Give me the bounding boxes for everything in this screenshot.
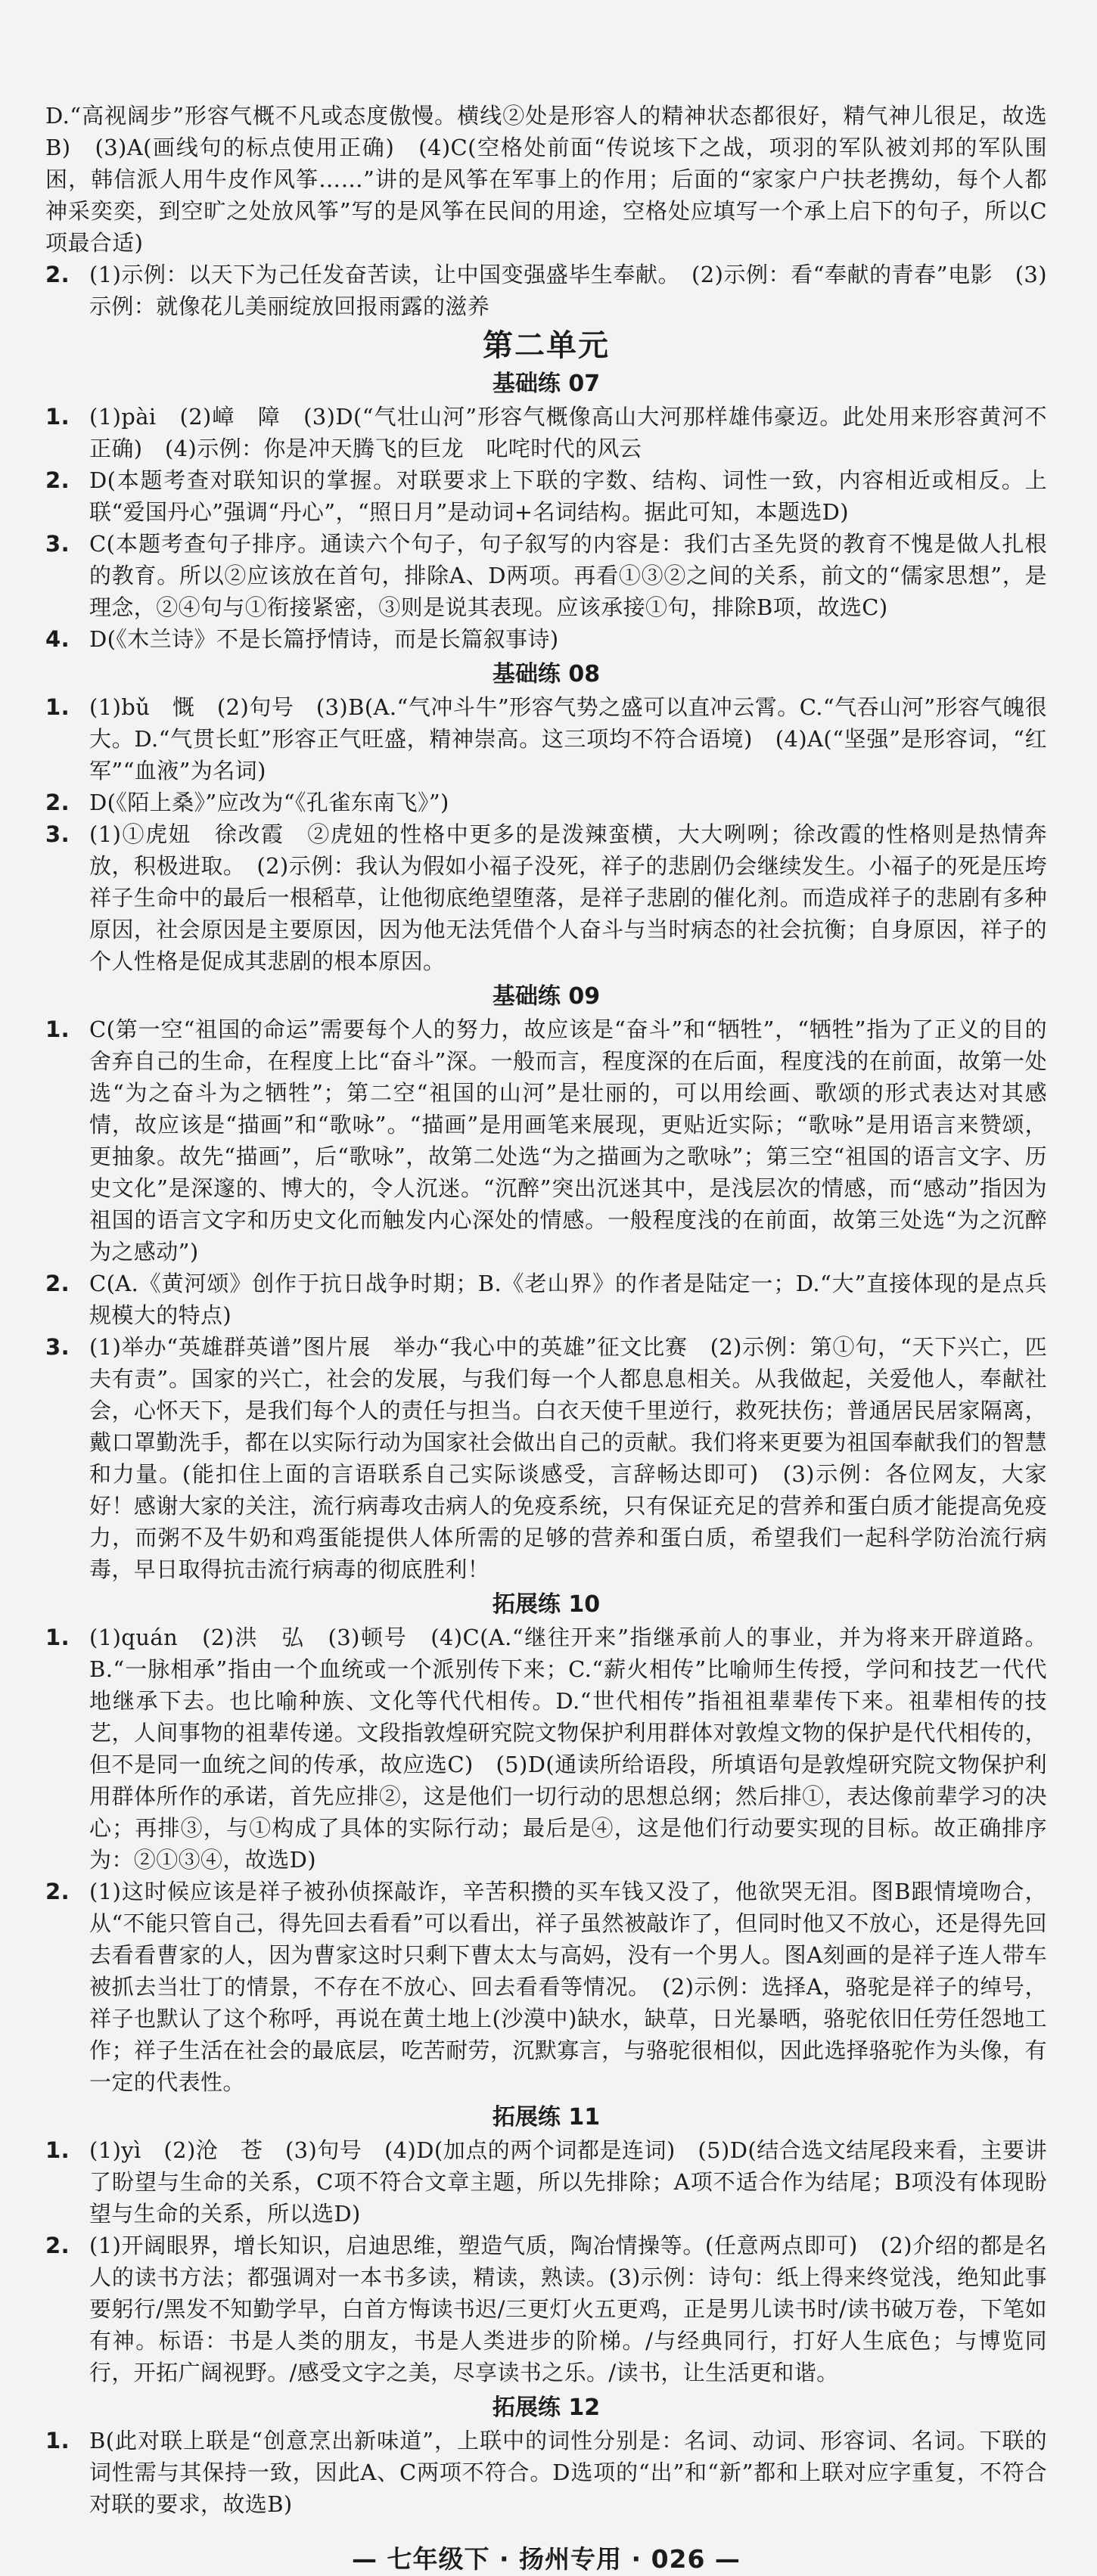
- question-number: 2.: [45, 2233, 70, 2258]
- question-item: [45, 1268, 1047, 1331]
- section-title: 基础练 09: [492, 983, 601, 1010]
- question-item: [45, 464, 1047, 528]
- question-number: 1.: [45, 1016, 70, 1042]
- question-text: C(本题考查句子排序。通读六个句子，句子叙写的内容是：我们古圣先贤的教育不愧是做人扎根的教育。所以②应该放在首句，排除A、D两项。再看①③②之间的关系，前文的“儒家思想”，是理念，②④句与①衔接紧密，③则是说其表现。应该承接①句，排除B项，故选C): [89, 531, 1047, 620]
- question-number: 1.: [45, 2137, 70, 2163]
- intro-continuation: D.“高视阔步”形容气概不凡或态度傲慢。横线②处是形容人的精神状态都很好，精气神儿很足，故选B) (3)A(画线句的标点使用正确) (4)C(空格处前面“传说垓下之战，项羽的军队被刘邦的军队围困，韩信派人用牛皮作风筝……”讲的是风筝在军事上的作用；后面的“家家户户扶老携幼，每个人都神采奕奕，到空旷之处放风筝”写的是风筝在民间的用途，空格处应填写一个承上启下的句子，所以C项最合适): [45, 103, 1047, 256]
- question-text: (1)bǔ 慨 (2)句号 (3)B(A.“气冲斗牛”形容气势之盛可以直冲云霄。C.“气吞山河”形容气魄很大。D.“气贯长虹”形容正气旺盛，精神崇高。这三项均不符合语境) (4)A(“坚强”是形容词，“红军”“血液”为名词): [89, 694, 1047, 784]
- question-number: 1.: [45, 404, 70, 430]
- section-title: 基础练 08: [492, 661, 601, 687]
- question-item: [45, 2230, 1047, 2388]
- question-item: [45, 2425, 1047, 2520]
- question-item: [45, 818, 1047, 977]
- question-number: 1.: [45, 1625, 70, 1650]
- question-text: (1)pài (2)嶂 障 (3)D(“气壮山河”形容气概像高山大河那样雄伟豪迈。此处用来形容黄河不正确) (4)示例：你是冲天腾飞的巨龙 叱咤时代的风云: [89, 404, 1047, 461]
- question-number: 2.: [45, 1271, 70, 1296]
- section-title: 基础练 07: [492, 371, 601, 397]
- question-text: C(A.《黄河颂》创作于抗日战争时期；B.《老山界》的作者是陆定一；D.“大”直接体现的是点兵规模大的特点): [89, 1271, 1047, 1328]
- question-text: (1)这时候应该是祥子被孙侦探敲诈，辛苦积攒的买车钱又没了，他欲哭无泪。图B跟情境吻合，从“不能只管自己，得先回去看看”可以看出，祥子虽然被敲诈了，但同时他又不放心，还是得先回去看看曹家的人，因为曹家这时只剩下曹太太与高妈，没有一个男人。图A刻画的是祥子连人带车被抓去当壮丁的情景，不存在不放心、回去看看等情况。 (2)示例：选择A，骆驼是祥子的绰号，祥子也默认了这个称呼，再说在黄土地上(沙漠中)缺水，缺草，日光暴晒，骆驼依旧任劳任怨地工作；祥子生活在社会的最底层，吃苦耐劳，沉默寡言，与骆驼很相似，因此选择骆驼作为头像，有一定的代表性。: [89, 1879, 1047, 2095]
- question-item: [45, 401, 1047, 464]
- question-text: C(第一空“祖国的命运”需要每个人的努力，故应该是“奋斗”和“牺牲”，“牺牲”指为了正义的目的舍弃自己的生命，在程度上比“奋斗”深。一般而言，程度深的在后面，程度浅的在前面，故第一处选“为之奋斗为之牺牲”；第二空“祖国的山河”是壮丽的，可以用绘画、歌颂的形式表达对其感情，故应该是“描画”和“歌咏”。“描画”是用画笔来展现，更贴近实际；“歌咏”是用语言来赞颂，更抽象。故先“描画”，后“歌咏”，故第二处选“为之描画为之歌咏”；第三空“祖国的语言文字、历史文化”是深邃的、博大的，令人沉迷。“沉醉”突出沉迷其中，是浅层次的情感，而“感动”指因为祖国的语言文字和历史文化而触发内心深处的情感。一般程度浅的在前面，故第三处选“为之沉醉为之感动”): [89, 1016, 1047, 1265]
- question-number: 2.: [45, 262, 70, 287]
- section-title: 拓展练 12: [492, 2394, 601, 2421]
- question-item: [45, 1622, 1047, 1876]
- question-text: (1)举办“英雄群英谱”图片展 举办“我心中的英雄”征文比赛 (2)示例：第①句，“天下兴亡，匹夫有责”。国家的兴亡，社会的发展，与我们每一个人都息息相关。从我做起，关爱他人，奉献社会，心怀天下，是我们每个人的责任与担当。白衣天使千里逆行，救死扶伤；普通居民居家隔离，戴口罩勤洗手，都在以实际行动为国家社会做出自己的贡献。我们将来更要为祖国奉献我们的智慧和力量。(能扣住上面的言语联系自己实际谈感受，言辞畅达即可) (3)示例：各位网友，大家好！感谢大家的关注，流行病毒攻击病人的免疫系统，只有保证充足的营养和蛋白质才能提高免疫力，而粥不及牛奶和鸡蛋能提供人体所需的足够的营养和蛋白质，希望我们一起科学防治流行病毒，早日取得抗击流行病毒的彻底胜利！: [89, 1334, 1047, 1582]
- question-number: 2.: [45, 790, 70, 815]
- question-number: 1.: [45, 2428, 70, 2453]
- question-text: (1)开阔眼界，增长知识，启迪思维，塑造气质，陶冶情操等。(任意两点即可) (2)介绍的都是名人的读书方法；都强调对一本书多读，精读，熟读。(3)示例：诗句：纸上得来终觉浅，绝知此事要躬行/黑发不知勤学早，白首方悔读书迟/三更灯火五更鸡，正是男儿读书时/读书破万卷，下笔如有神。标语：书是人类的朋友，书是人类进步的阶梯。/与经典同行，打好人生底色；与博览同行，开拓广阔视野。/感受文字之美，尽享读书之乐。/读书，让生活更和谐。: [89, 2233, 1047, 2385]
- question-text: B(此对联上联是“创意烹出新味道”，上联中的词性分别是：名词、动词、形容词、名词。下联的词性需与其保持一致，因此A、C两项不符合。D选项的“出”和“新”都和上联对应字重复，不符合对联的要求，故选B): [89, 2428, 1047, 2517]
- unit-title: 第二单元: [483, 328, 610, 363]
- section-title: 拓展练 11: [492, 2104, 601, 2131]
- question-text: D(《木兰诗》不是长篇抒情诗，而是长篇叙事诗): [89, 626, 559, 652]
- question-item: [45, 623, 1047, 655]
- question-text: (1)yì (2)沧 苍 (3)句号 (4)D(加点的两个词都是连词) (5)D(结合选文结尾段来看，主要讲了盼望与生命的关系，C项不符合文章主题，所以先排除；A项不适合作为结尾；B项没有体现盼望与生命的关系，所以选D): [89, 2137, 1047, 2227]
- question-item: [45, 1013, 1047, 1268]
- question-item: [45, 1876, 1047, 2098]
- question-number: 3.: [45, 1334, 70, 1360]
- question-text: D(《陌上桑》”应改为“《孔雀东南飞》”): [89, 790, 449, 815]
- question-item: [45, 2134, 1047, 2230]
- question-item: [45, 1331, 1047, 1585]
- question-number: 3.: [45, 821, 70, 847]
- question-text: (1)①虎妞 徐改霞 ②虎妞的性格中更多的是泼辣蛮横，大大咧咧；徐改霞的性格则是热情奔放，积极进取。 (2)示例：我认为假如小福子没死，祥子的悲剧仍会继续发生。小福子的死是压垮祥子生命中的最后一根稻草，让他彻底绝望堕落，是祥子悲剧的催化剂。而造成祥子的悲剧有多种原因，社会原因是主要原因，因为他无法凭借个人奋斗与当时病态的社会抗衡；自身原因，祥子的个人性格是促成其悲剧的根本原因。: [89, 821, 1047, 974]
- question-item: [45, 528, 1047, 623]
- page-footer: — 七年级下 · 扬州专用 · 026 —: [352, 2544, 741, 2574]
- question-number: 2.: [45, 1879, 70, 1904]
- question-number: 2.: [45, 467, 70, 493]
- section-title: 拓展练 10: [492, 1591, 601, 1618]
- question-number: 3.: [45, 531, 70, 557]
- intro-question-2: [45, 259, 1047, 322]
- question-number: 1.: [45, 694, 70, 720]
- question-number: 4.: [45, 626, 70, 652]
- question-text: (1)示例：以天下为己任发奋苦读，让中国变强盛毕生奉献。 (2)示例：看“奉献的青春”电影 (3)示例：就像花儿美丽绽放回报雨露的滋养: [89, 262, 1047, 319]
- question-text: (1)quán (2)洪 弘 (3)顿号 (4)C(A.“继往开来”指继承前人的事业，并为将来开辟道路。B.“一脉相承”指由一个血统或一个派别传下来；C.“薪火相传”比喻师生传授，学问和技艺一代代地继承下去。也比喻种族、文化等代代相传。D.“世代相传”指祖祖辈辈传下来。祖辈相传的技艺，人间事物的祖辈传递。文段指敦煌研究院文物保护利用群体对敦煌文物的保护是代代相传的，但不是同一血统之间的传承，故应选C) (5)D(通读所给语段，所填语句是敦煌研究院文物保护利用群体所作的承诺，首先应排②，这是他们一切行动的思想总纲；然后排①，表达像前辈学习的决心；再排③，与①构成了具体的实际行动；最后是④，这是他们行动要实现的目标。故正确排序为：②①③④，故选D): [89, 1625, 1047, 1873]
- question-item: [45, 691, 1047, 787]
- question-text: D(本题考查对联知识的掌握。对联要求上下联的字数、结构、词性一致，内容相近或相反。上联“爱国丹心”强调“丹心”，“照日月”是动词+名词结构。据此可知，本题选D): [89, 467, 1047, 525]
- question-item: [45, 787, 1047, 818]
